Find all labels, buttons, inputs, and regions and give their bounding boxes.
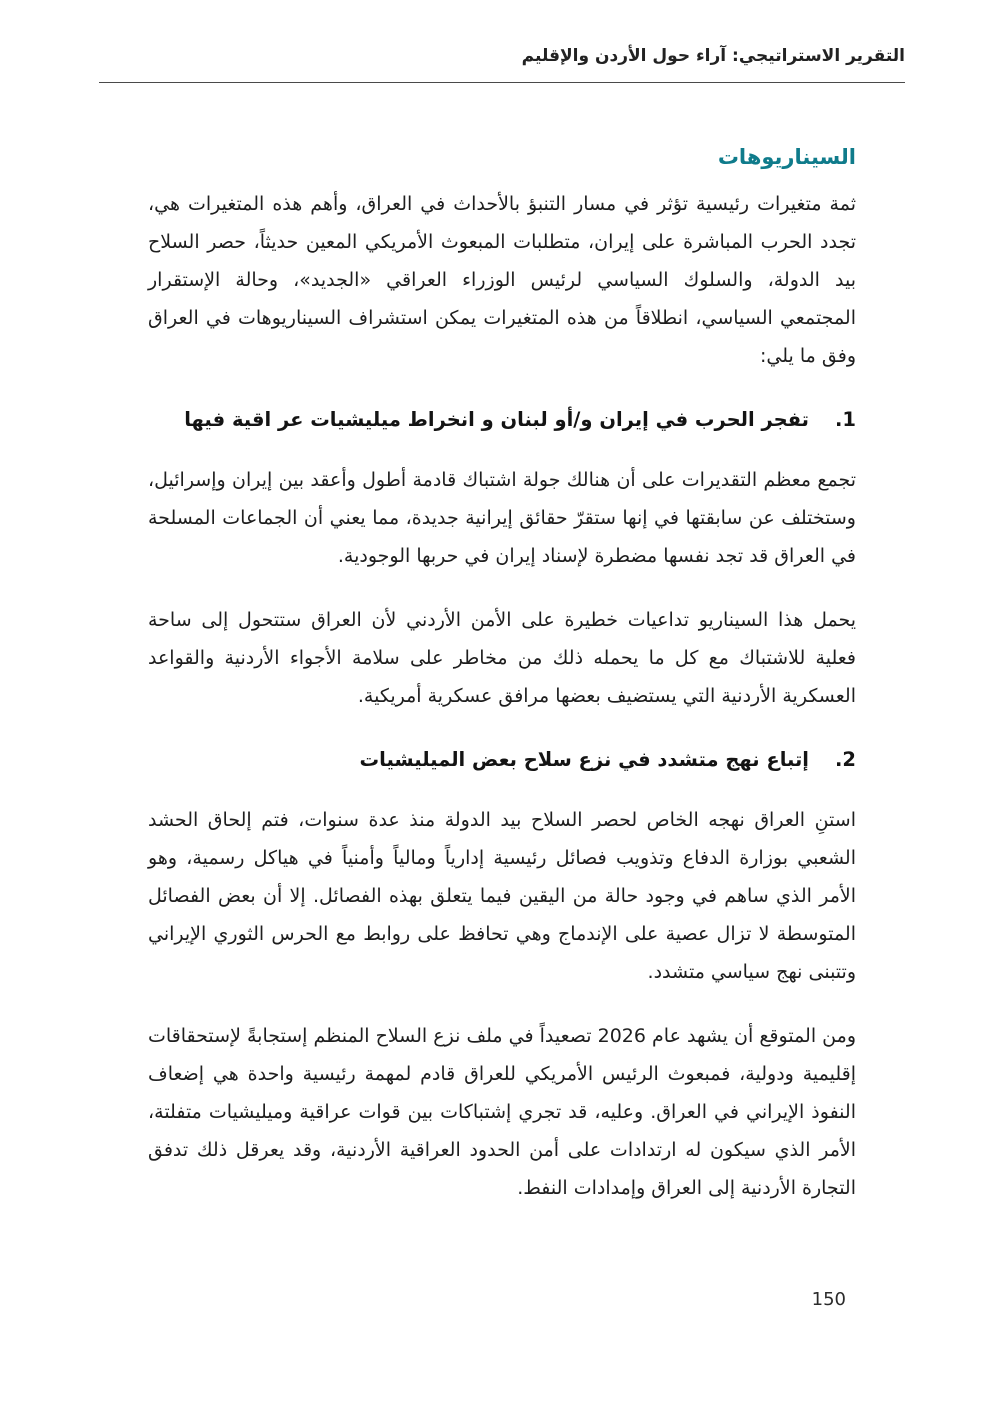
section-title: السيناريوهات xyxy=(717,145,856,169)
scenario-2-paragraph-2: ومن المتوقع أن يشهد عام 2026 تصعيداً في ملف نزع السلاح المنظم إستجابةً لإستحقاقات إقليمية ودولية، فمبعوث الرئيس الأمريكي للعراق قادم لمهمة رئيسية واحدة هي إضعاف النفوذ الإيراني في العراق. وعليه، قد تجري إشتباكات بين قوات عراقية وميليشيات متفلتة، الأمر الذي سيكون له ارتدادات على أمن الحدود العراقية الأردنية، وقد يعرقل ذلك تدفق التجارة الأردنية إلى العراق وإمدادات النفط. xyxy=(148,1025,856,1199)
scenario-2-title: إتباع نهج متشدد في نزع سلاح بعض الميليشيات xyxy=(359,748,809,771)
scenario-1-heading xyxy=(148,401,856,439)
scenario-2-paragraph-1: استنِ العراق نهجه الخاص لحصر السلاح بيد الدولة منذ عدة سنوات، فتم إلحاق الحشد الشعبي بوزارة الدفاع وتذويب فصائل رئيسية إدارياً ومالياً وأمنياً في هياكل رسمية، وهو الأمر الذي ساهم في وجود حالة من اليقين فيما يتعلق بهذه الفصائل. إلا أن بعض الفصائل المتوسطة لا تزال عصية على الإندماج وهي تحافظ على روابط مع الحرس الثوري الإيراني وتتبنى نهج سياسي متشدد. xyxy=(148,809,856,983)
scenario-1-paragraph-1: تجمع معظم التقديرات على أن هنالك جولة اشتباك قادمة أطول وأعقد بين إيران وإسرائيل، وستختلف عن سابقتها في إنها ستقرّ حقائق إيرانية جديدة، مما يعني أن الجماعات المسلحة في العراق قد تجد نفسها مضطرة لإسناد إيران في حربها الوجودية. xyxy=(148,469,856,567)
page-header xyxy=(0,0,1004,83)
header-divider xyxy=(99,82,905,83)
page-body xyxy=(0,145,1004,1207)
scenario-2-heading xyxy=(148,741,856,779)
scenario-1-title: تفجر الحرب في إيران و/أو لبنان و انخراط ميليشيات عر اقية فيها xyxy=(184,408,809,431)
scenario-1-paragraph-2: يحمل هذا السيناريو تداعيات خطيرة على الأمن الأردني لأن العراق ستتحول إلى ساحة فعلية للاشتباك مع كل ما يحمله ذلك من مخاطر على سلامة الأجواء الأردنية والقواعد العسكرية الأردنية التي يستضيف بعضها مرافق عسكرية أمريكية. xyxy=(148,609,856,707)
scenario-1-number: 1. xyxy=(835,408,856,431)
running-header-title: التقرير الاستراتيجي: آراء حول الأردن والإقليم xyxy=(521,46,905,66)
scenario-2-number: 2. xyxy=(835,748,856,771)
page-number: 150 xyxy=(811,1289,846,1310)
intro-paragraph: ثمة متغيرات رئيسية تؤثر في مسار التنبؤ بالأحداث في العراق، وأهم هذه المتغيرات هي، تجدد الحرب المباشرة على إيران، متطلبات المبعوث الأمريكي المعين حديثاً، حصر السلاح بيد الدولة، والسلوك السياسي لرئيس الوزراء العراقي «الجديد»، وحالة الإستقرار المجتمعي السياسي، انطلاقاً من هذه المتغيرات يمكن استشراف السيناريوهات في العراق وفق ما يلي: xyxy=(148,193,856,367)
